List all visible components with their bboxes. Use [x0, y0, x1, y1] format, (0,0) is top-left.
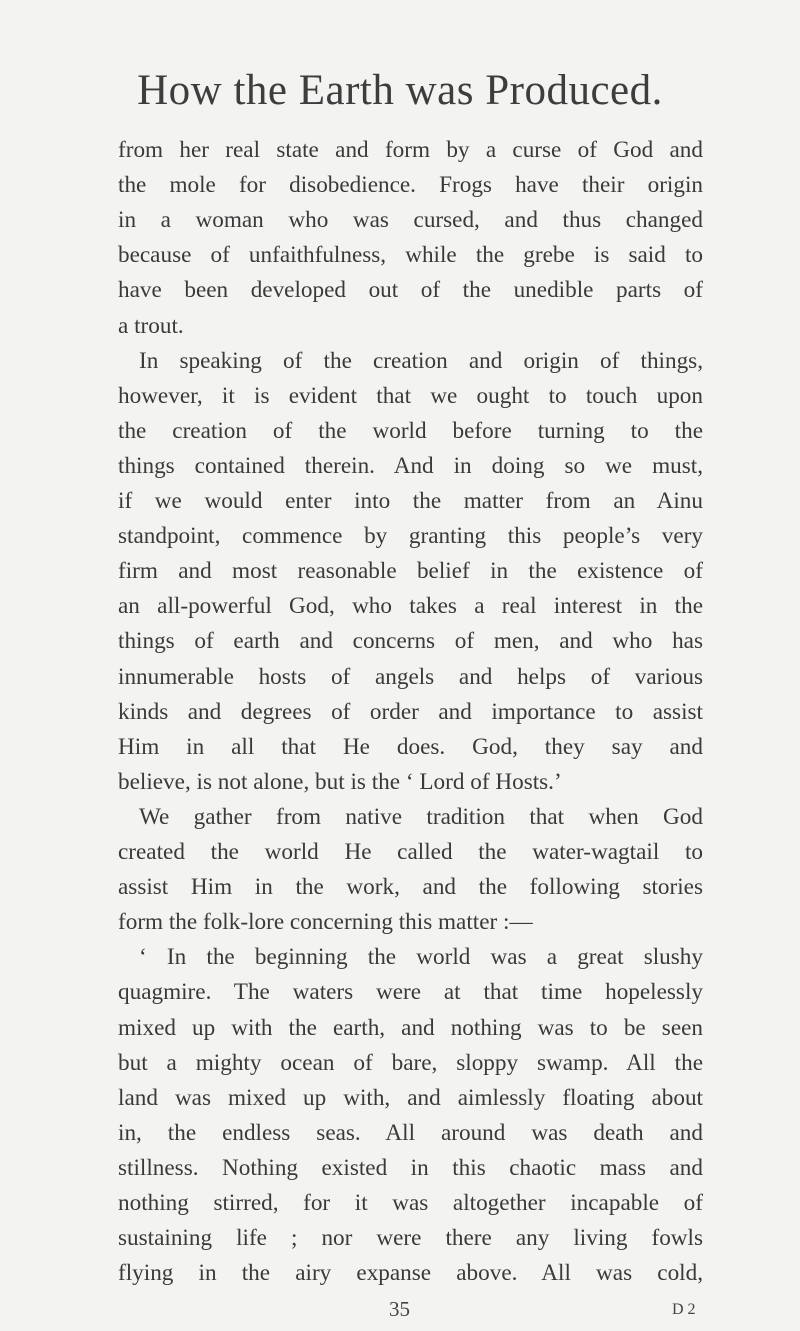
text-line: if we would enter into the matter from an Ainu	[118, 488, 703, 514]
text-line: standpoint, commence by granting this people’s very	[118, 523, 703, 550]
text-line: a trout.	[118, 312, 184, 339]
text-line: nothing stirred, for it was altogether incapable of	[118, 1190, 703, 1216]
text-line: because of unfaithfulness, while the grebe is said to	[118, 242, 703, 269]
text-line: Him in all that He does. God, they say and	[118, 733, 703, 760]
page-number: 35	[389, 1297, 410, 1321]
text-line: form the folk-lore concerning this matter :—	[118, 909, 533, 936]
text-line: innumerable hosts of angels and helps of various	[118, 663, 703, 690]
text-line: ‘ In the beginning the world was a great slushy	[139, 944, 703, 971]
text-line: but a mighty ocean of bare, sloppy swamp. All the	[118, 1049, 703, 1076]
text-line: however, it is evident that we ought to touch upon	[118, 382, 703, 409]
text-line: believe, is not alone, but is the ‘ Lord of Hosts.’	[118, 768, 562, 795]
text-line: sustaining life ; nor were there any living fowls	[118, 1225, 703, 1252]
text-line: mixed up with the earth, and nothing was to be seen	[118, 1014, 703, 1041]
text-line: created the world He called the water-wagtail to	[118, 839, 703, 865]
text-line: an all-powerful God, who takes a real interest in the	[118, 593, 703, 620]
text-line: firm and most reasonable belief in the existence of	[118, 558, 703, 585]
text-line: flying in the airy expanse above. All was cold,	[118, 1260, 703, 1287]
running-head: How the Earth was Produced.	[137, 67, 663, 114]
text-line: In speaking of the creation and origin of things,	[139, 347, 703, 374]
text-line: We gather from native tradition that when God	[139, 803, 703, 830]
text-line: things contained therein. And in doing so we must,	[118, 452, 703, 479]
text-line: in, the endless seas. All around was death and	[118, 1119, 703, 1146]
text-line: kinds and degrees of order and importance to assist	[118, 698, 703, 725]
text-line: quagmire. The waters were at that time hopelessly	[118, 979, 703, 1006]
text-line: land was mixed up with, and aimlessly floating about	[118, 1084, 703, 1111]
text-line: stillness. Nothing existed in this chaotic mass and	[118, 1154, 703, 1181]
text-line: in a woman who was cursed, and thus changed	[118, 207, 703, 234]
text-line: assist Him in the work, and the following stories	[118, 874, 703, 901]
text-line: things of earth and concerns of men, and who has	[118, 628, 703, 655]
text-line: from her real state and form by a curse of God and	[118, 137, 703, 163]
signature-mark: D 2	[672, 1301, 696, 1318]
text-line: the creation of the world before turning to the	[118, 417, 703, 444]
text-line: have been developed out of the unedible parts of	[118, 277, 703, 304]
text-line: the mole for disobedience. Frogs have their origin	[118, 172, 703, 199]
